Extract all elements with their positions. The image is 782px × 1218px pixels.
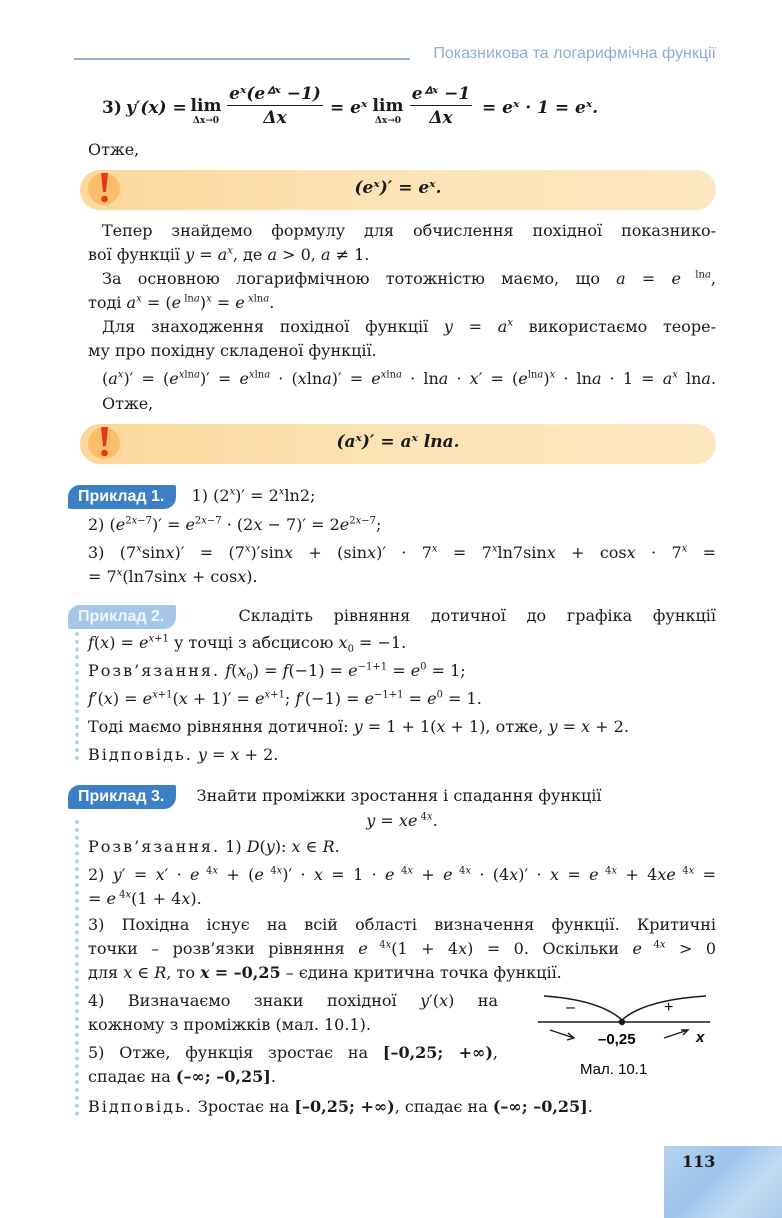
sign-plus: +	[664, 999, 674, 1016]
critical-point	[619, 1019, 625, 1025]
sign-minus: –	[566, 999, 575, 1016]
key-formula-banner-1	[80, 170, 716, 210]
limit-1: lim Δx→0	[190, 96, 222, 126]
example-3: Приклад 3. Знайти проміжки зростання і спадання функції y = xe $^{4x}$. Розв’язання. 1) D(y): x ∈ R. 2) y′ = x′ · e $^{4x}$ + (e $^{4x}$)′ · x = 1 · e $^{4x}$ + e $^{4x}$ · (4x)′ · x = e $^{4x}$ + 4xe $^{4x}$ = = e $^{4x}$(1 + 4x). 3) Похідна існує на всій області визначення функції. Критичні точки – розв’язки рівняння e $^{4x}$(1 + 4x) = 0. Оскільки e $^{4x}$ > 0 для x ∈ R, то x = –0,25 – єдина критична точка функції. 4) Визначаємо знаки похідної y′(x) на кожному з проміжків (мал. 10.1). 5) Отже, функція зростає на [–0,25; +∞), спадає на (–∞; –0,25]. Відповідь. Зростає на [–0,25; +∞), спадає на (–∞; –0,25].	[68, 784, 716, 1119]
example-2-badge: Приклад 2.	[68, 605, 176, 629]
paragraph-otzhe-1: Отже,	[88, 140, 140, 159]
example-2: Приклад 2. Складіть рівняння дотичної до графіка функції $f(x) = e^{x+1}$ у точці з абсцисою $x_0 = -1$. Розв’язання. $f(x_0) = f(-1) = e^{-1+1} = e^0 = 1$; $f'(x) = e^{x+1}(x + 1)' = e^{x+1}$; $f'(-1) = e^{-1+1} = e^0 = 1$. Тоді маємо рівняння дотичної: y = 1 + 1(x + 1), отже, y = x + 2. Відповідь. y = x + 2.	[68, 604, 716, 767]
answer-label: Відповідь.	[88, 745, 193, 764]
formula-exp-derivative: (eˣ)′ = eˣ.	[354, 178, 442, 198]
limit-2: lim Δx→0	[372, 96, 404, 126]
header-rule	[74, 58, 410, 60]
answer-label: Відповідь.	[88, 1097, 193, 1116]
running-header: Показникова та логарифмічна функції	[433, 45, 716, 62]
axis-label: x	[696, 1029, 705, 1046]
solution-label: Розв’язання.	[88, 837, 221, 856]
page-number: 113	[682, 1152, 716, 1171]
formula-lhs: y′(x) =	[126, 98, 187, 118]
fraction-1: eˣ(eᐞˣ −1) Δx	[229, 84, 321, 128]
decreasing-arc	[544, 996, 622, 1020]
example-3-badge: Приклад 3.	[68, 785, 176, 809]
arrow-left-icon	[550, 1030, 574, 1040]
formula-result: = eˣ · 1 = eˣ.	[482, 98, 599, 118]
arrow-right-icon	[664, 1030, 688, 1038]
solution-label: Розв’язання.	[88, 661, 221, 680]
formula-label: 3)	[102, 98, 122, 118]
formula-power-derivative: (aˣ)′ = aˣ lna.	[336, 432, 460, 452]
fraction-2: eᐞˣ −1 Δx	[411, 84, 471, 128]
paragraph-otzhe-2: Отже,	[102, 394, 154, 413]
paragraph-exp-derivation: Тепер знайдемо формулу для обчислення похідної показнико- вої функції $y = a^x$, де a > 0, a ≠ 1. За основною логарифмічною тотожністю маємо, що a = e $^{lna}$, тоді $a^x = (e$ $^{lna}$)$^x$ = e $^{xlna}$. Для знаходження похідної функції $y = a^x$ використаємо теоре- му про похідну складеної функції. $(a^x)' = (e^{xlna})' = e^{xlna} \cdot (xlna)' = e^{xlna} \cdot \ln a \cdot x' = (e^{lna})^x \cdot \ln a \cdot 1 = a^x$ lna.	[88, 221, 717, 388]
example-1: Приклад 1. 1) $(2^x)' = 2^x\ln 2$; 2) $(e^{2x-7})' = e^{2x-7} \cdot (2x - 7)' = 2e^{2x-7}$; 3) $(7^x\sin x)' = (7^x)'\sin x + (\sin x)' \cdot 7^x = 7^x\ln 7\sin x + \cos x \cdot 7^x$ = = $7^x(\ln 7\sin x + \cos x)$.	[68, 484, 716, 589]
page-number-tab	[664, 1146, 782, 1218]
critical-point-label: –0,25	[598, 1031, 636, 1048]
figure-caption: Мал. 10.1	[580, 1061, 648, 1076]
figure-sign-diagram	[530, 988, 726, 1076]
formula-mid: = eˣ	[330, 98, 368, 118]
example-1-badge: Приклад 1.	[68, 485, 176, 509]
formula-derivative-exp	[102, 84, 722, 140]
key-formula-banner-2	[80, 424, 716, 464]
